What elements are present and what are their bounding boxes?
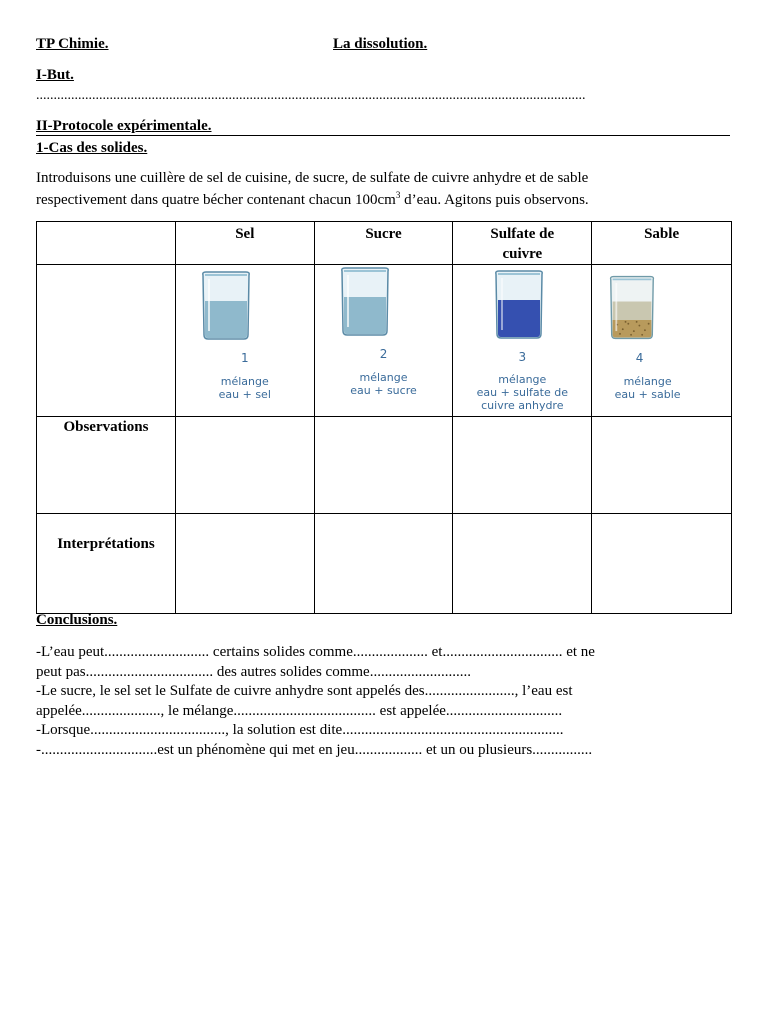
beaker-icon [608,275,656,341]
beaker-cell-3 [453,265,592,417]
caption-line: eau + sucre [350,384,417,397]
intro-superscript: 3 [395,190,401,200]
header-label: Sucre [365,226,402,242]
header-label: Sel [235,226,255,242]
intro-text-b: d’eau. Agitons puis observons. [400,192,589,208]
caption-line: cuivre anhydre [481,399,564,412]
conclusion-line-5: -Lorsque...................................., la solution est dite........................................................... [36,722,564,738]
conclusion-line-2: peut pas.................................. des autres solides comme........................... [36,664,471,680]
header-label-2: cuivre [502,246,543,262]
doc-title: La dissolution. [333,36,428,52]
observation-cell[interactable] [175,417,314,514]
beaker-icon [339,267,391,337]
intro-text-a: respectivement dans quatre bécher contenant chacun 100cm [36,192,396,208]
observation-cell[interactable] [592,417,732,514]
beaker-number: 2 [379,347,388,361]
beaker-caption [315,371,453,397]
doc-subject: TP Chimie. [36,36,109,52]
protocol-underline [36,135,730,136]
intro-line-2 [36,190,589,209]
beaker-number: 4 [635,351,644,365]
beaker-icon [493,270,545,340]
header-sucre [314,222,453,265]
header-sel [175,222,314,265]
intro-line-1: Introduisons une cuillère de sel de cuisine, de sucre, de sulfate de cuivre anhydre et de sable [36,170,589,186]
beaker-number: 3 [518,350,527,364]
beaker-icon [200,271,252,341]
beaker-caption [176,375,314,401]
beaker-cell-2 [314,265,453,417]
beaker-number: 1 [240,351,249,365]
conclusion-line-6: -...............................est un phénomène qui met en jeu.................. et un ou plusieurs................ [36,742,593,758]
section-but-dots: ............................................................................................................................................................. [36,88,586,103]
caption-line: mélange [220,375,269,388]
row-label-observations: Observations [37,417,176,514]
caption-line: eau + sulfate de [476,386,568,399]
row-label-interpretations: Interprétations [37,514,176,614]
interpretation-cell[interactable] [314,514,453,614]
section-case-title: 1-Cas des solides. [36,140,148,156]
section-but-title: I-But. [36,67,74,83]
caption-line: eau + sel [218,388,271,401]
beaker-caption [453,373,591,412]
header-sulfate [453,222,592,265]
conclusion-line-1: -L’eau peut............................ certains solides comme.................... et................................ et ne [36,644,595,660]
conclusions-title: Conclusions. [36,612,118,628]
results-table [36,221,732,614]
conclusion-line-3: -Le sucre, le sel set le Sulfate de cuivre anhydre sont appelés des........................, l’eau est [36,683,573,699]
protocol-title-text: II-Protocole expérimentale. [36,118,212,134]
header-label: Sable [644,226,680,242]
header-sable [592,222,732,265]
caption-line: mélange [623,375,672,388]
beaker-cell-4 [592,265,732,417]
section-protocol-title [36,118,212,135]
header-empty-cell [37,222,176,265]
interpretation-cell[interactable] [175,514,314,614]
caption-line: eau + sable [614,388,681,401]
conclusion-line-4: appelée....................., le mélange...................................... est appelée............................... [36,703,563,719]
observation-cell[interactable] [314,417,453,514]
interpretation-cell[interactable] [592,514,732,614]
beaker-cell-1 [175,265,314,417]
observation-cell[interactable] [453,417,592,514]
caption-line: mélange [498,373,547,386]
interpretation-cell[interactable] [453,514,592,614]
beaker-caption [578,375,717,401]
header-label: Sulfate de [490,226,555,242]
caption-line: mélange [359,371,408,384]
beaker-row-empty-cell [37,265,176,417]
